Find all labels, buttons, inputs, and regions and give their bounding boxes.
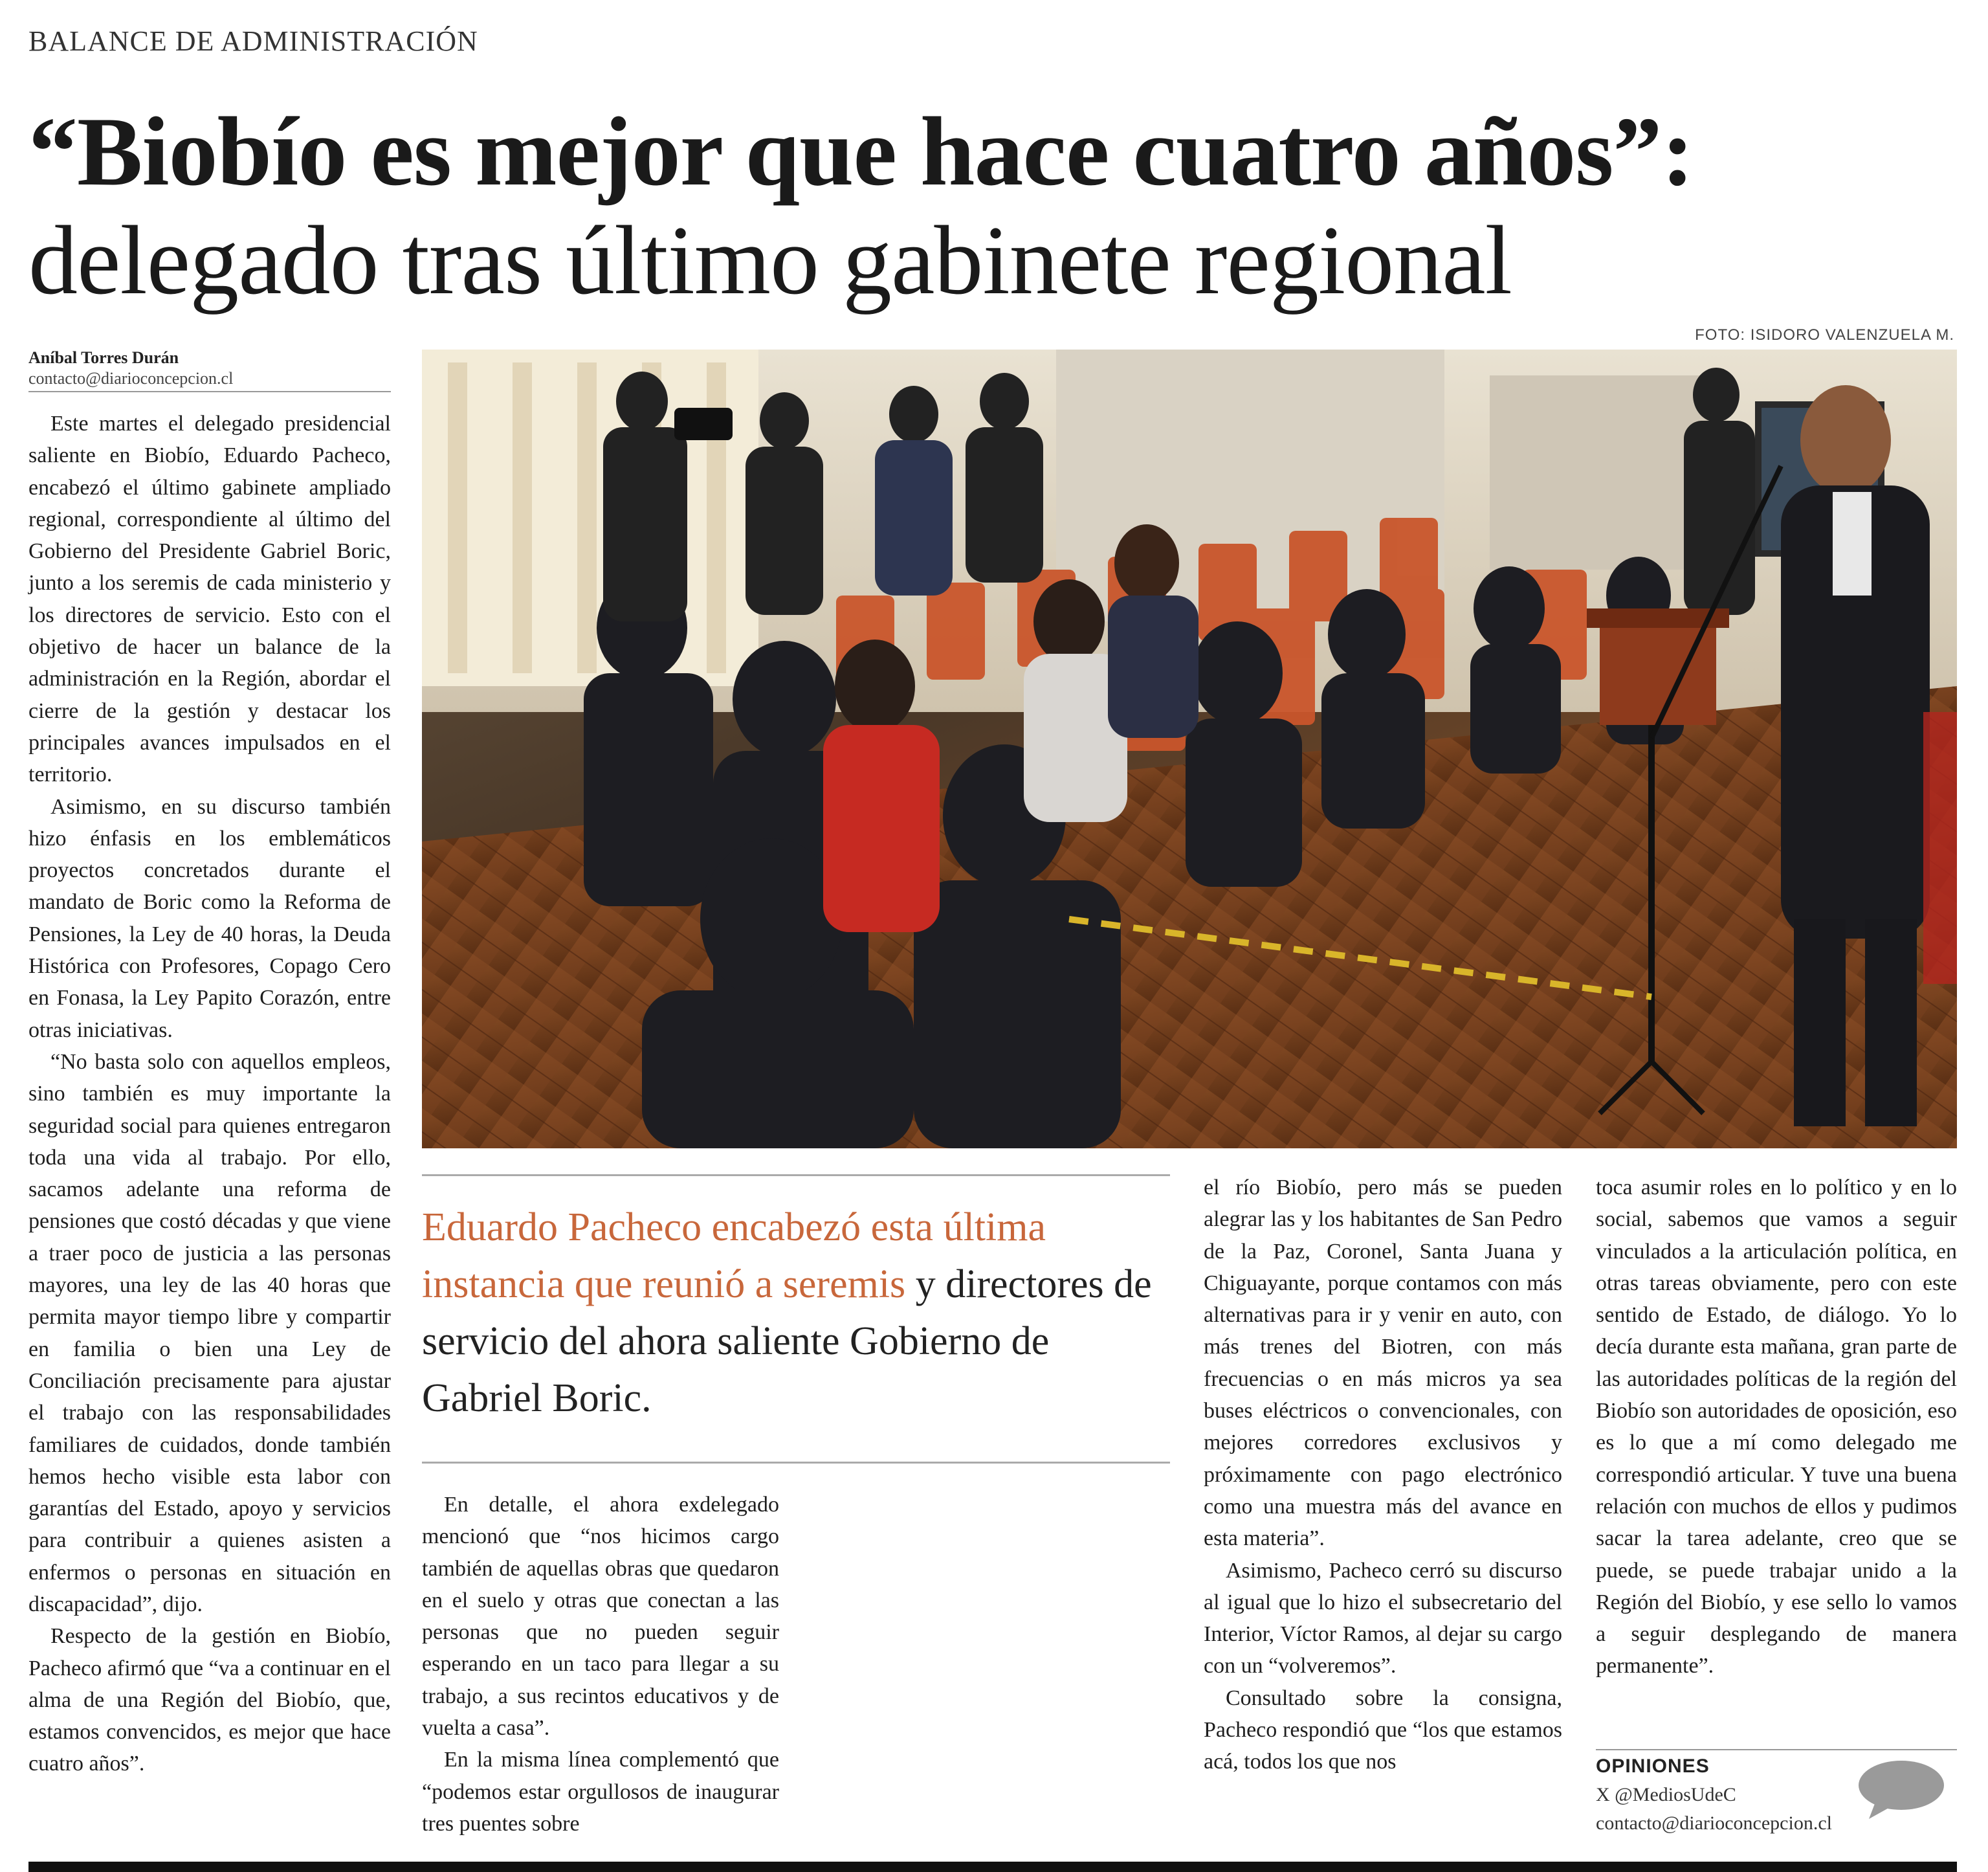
section-label: BALANCE DE ADMINISTRACIÓN bbox=[28, 25, 478, 57]
opiniones-title: OPINIONES bbox=[1596, 1755, 1710, 1777]
headline-line-2: delegado tras último gabinete regional bbox=[28, 206, 1512, 315]
pullquote-rule-bottom bbox=[422, 1462, 1170, 1464]
paragraph: el río Biobío, pero más se pueden alegrar las y los habitantes de San Pedro de la Paz, Coronel, Santa Juana y Chiguayante, porque contamos con más alternativas para ir y venir en auto, con más trenes del Biotren, con más frecuencias o en más micros ya sea buses eléctricos o convencionales, con mejores corredores exclusivos y próximamente con pago electrónico como una muestra más del avance en esta materia”. bbox=[1204, 1176, 1562, 1551]
article-column-2 bbox=[422, 1489, 779, 1840]
paragraph: toca asumir roles en lo político y en lo social, sabemos que vamos a seguir vinculados a la articulación política, en otras tareas obviamente, pero con este sentido de Estado, de diálogo. Yo lo decía durante esta mañana, gran parte de las autoridades políticas de la región del Biobío son autoridades de oposición, eso es lo que a mí como delegado me correspondió articular. Y tuve una buena relación con muchos de ellos y pudimos sacar la tarea adelante, creo que se puede, se puede trabajar unido a la Región del Biobío, y ese sello lo vamos a seguir desplegando de manera permanente”. bbox=[1596, 1176, 1957, 1678]
speech-bubble-icon bbox=[1856, 1758, 1947, 1820]
author-email[interactable]: contacto@diarioconcepcion.cl bbox=[28, 369, 234, 388]
author-name: Aníbal Torres Durán bbox=[28, 348, 179, 367]
pullquote-highlight: Eduardo Pacheco encabezó esta última instancia que reunió a seremis bbox=[422, 1205, 1046, 1306]
photo-credit: FOTO: ISIDORO VALENZUELA M. bbox=[1695, 326, 1954, 344]
paragraph: Asimismo, Pacheco cerró su discurso al igual que lo hizo el subsecretario del Interior, Víctor Ramos, al dejar su cargo con un “volveremos”. bbox=[1204, 1558, 1562, 1678]
pullquote-rule-top bbox=[422, 1174, 1170, 1176]
paragraph: En detalle, el ahora exdelegado mencionó que “nos hicimos cargo también de aquellas obras que quedaron en el suelo y otras que conectan a las personas que no pueden seguir esperando en un taco para llegar a su trabajo, a sus recintos educativos y de vuelta a casa”. bbox=[422, 1493, 779, 1741]
byline-divider bbox=[28, 391, 391, 392]
article-column-1 bbox=[28, 408, 391, 1780]
opiniones-divider bbox=[1596, 1749, 1957, 1750]
paragraph: Este martes el delegado presidencial saliente en Biobío, Eduardo Pacheco, encabezó el último gabinete ampliado regional, correspondiente al último del Gobierno del Presidente Gabriel Boric, junto a los seremis de cada ministerio y los directores de servicio. Esto con el objetivo de hacer un balance de la administración en la Región, abordar el cierre de la gestión y destacar los principales avances impulsados en el territorio. bbox=[28, 412, 391, 787]
opiniones-handle[interactable]: X @MediosUdeC bbox=[1596, 1784, 1736, 1805]
paragraph: “No basta solo con aquellos empleos, sino también es muy importante la seguridad social para quienes entregaron toda una vida al trabajo. Por ello, sacamos adelante una reforma de pensiones que costó décadas y que viene a traer poco de justicia a las personas mayores, una ley de las 40 horas que permita mayor tiempo libre y compartir en familia o bien una Ley de Conciliación precisamente para ajustar el trabajo con las responsabilidades familiares de cuidados, donde también hemos hecho visible esta labor con garantías del Estado, apoyo y servicios para contribuir a quienes asisten a enfermos o personas en situación en discapacidad”, dijo. bbox=[28, 1049, 391, 1616]
headline-line-1: “Biobío es mejor que hace cuatro años”: bbox=[28, 97, 1694, 206]
paragraph: Respecto de la gestión en Biobío, Pacheco afirmó que “va a continuar en el alma de una Región del Biobío, que, estamos convencidos, es mejor que hace cuatro años”. bbox=[28, 1624, 391, 1776]
pullquote-rest: y directores de servicio del ahora saliente Gobierno de Gabriel Boric. bbox=[422, 1262, 1152, 1420]
paragraph: En la misma línea complementó que “podemos estar orgullosos de inaugurar tres puentes sobre bbox=[422, 1748, 779, 1836]
article-photo bbox=[422, 350, 1957, 1148]
article-column-4 bbox=[1596, 1172, 1957, 1682]
paragraph: Asimismo, en su discurso también hizo énfasis en los emblemáticos proyectos concretados durante el mandato de Boric como la Reforma de Pensiones, la Ley de 40 horas, la Deuda Histórica con Profesores, Copago Cero en Fonasa, la Ley Papito Corazón, entre otras iniciativas. bbox=[28, 794, 391, 1042]
opiniones-email[interactable]: contacto@diarioconcepcion.cl bbox=[1596, 1812, 1832, 1834]
paragraph: Consultado sobre la consigna, Pacheco respondió que “los que estamos acá, todos los que nos bbox=[1204, 1686, 1562, 1774]
page-bottom-rule bbox=[28, 1862, 1957, 1872]
article-column-3 bbox=[1204, 1172, 1562, 1778]
photo-illustration bbox=[422, 350, 1957, 1148]
pullquote bbox=[422, 1199, 1170, 1427]
